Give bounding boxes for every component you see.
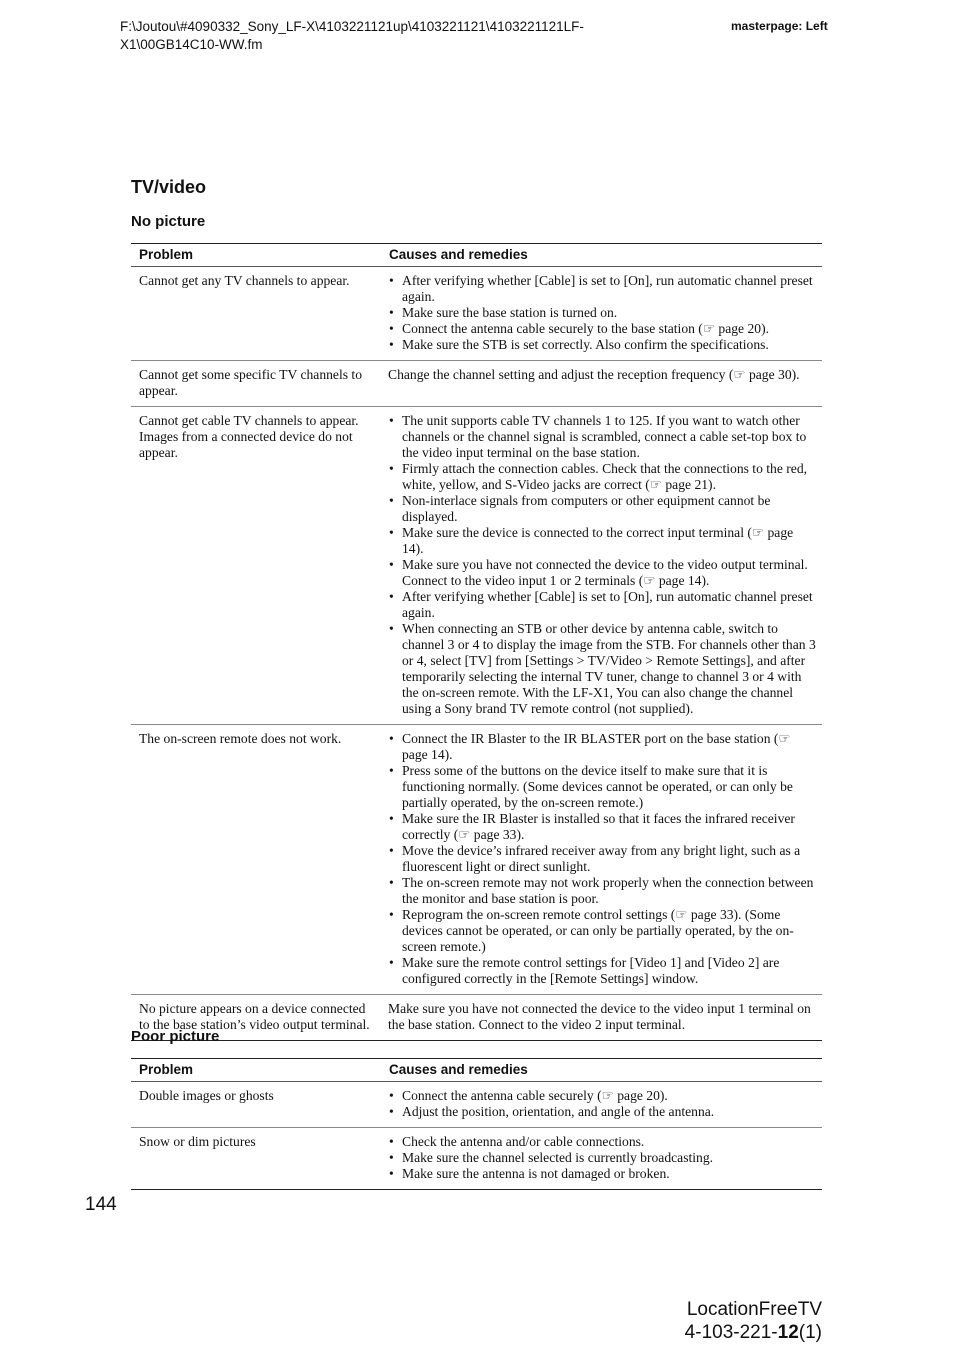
problem-cell: Double images or ghosts bbox=[131, 1082, 381, 1128]
problem-cell: Cannot get cable TV channels to appear. Images from a connected device do not appear. bbox=[131, 407, 381, 725]
remedy-item: • Connect the IR Blaster to the IR BLASTER port on the base station (☞ page 14). bbox=[388, 731, 816, 763]
table-row bbox=[131, 725, 822, 995]
table-row bbox=[131, 361, 822, 407]
remedy-item: • The unit supports cable TV channels 1 to 125. If you want to watch other channels or the channel signal is scrambled, connect a cable set-top box to the video input terminal on the base station. bbox=[388, 413, 816, 461]
remedies-list bbox=[388, 1134, 816, 1182]
problem-cell: Cannot get any TV channels to appear. bbox=[131, 267, 381, 361]
remedies-cell bbox=[381, 407, 822, 725]
part-number bbox=[685, 1321, 822, 1344]
table-row bbox=[131, 407, 822, 725]
remedy-item: • Make sure you have not connected the device to the video output terminal. Connect to the video input 1 or 2 terminals (☞ page 14). bbox=[388, 557, 816, 589]
remedy-item: • Move the device’s infrared receiver away from any bright light, such as a fluorescent light or direct sunlight. bbox=[388, 843, 816, 875]
remedies-cell: Make sure you have not connected the device to the video input 1 terminal on the base station. Connect to the video 2 input terminal. bbox=[381, 995, 822, 1041]
problem-cell: The on-screen remote does not work. bbox=[131, 725, 381, 995]
remedy-item: • After verifying whether [Cable] is set to [On], run automatic channel preset again. bbox=[388, 273, 816, 305]
remedy-item: • Connect the antenna cable securely to the base station (☞ page 20). bbox=[388, 321, 816, 337]
table-header-row bbox=[131, 244, 822, 267]
remedy-item: • Check the antenna and/or cable connections. bbox=[388, 1134, 816, 1150]
product-name: LocationFreeTV bbox=[686, 1299, 822, 1320]
remedies-list bbox=[388, 731, 816, 987]
problem-cell: No picture appears on a device connected to the base station’s video output terminal. bbox=[131, 995, 381, 1041]
remedy-item: • Adjust the position, orientation, and angle of the antenna. bbox=[388, 1104, 816, 1120]
column-header-remedies: Causes and remedies bbox=[381, 1059, 822, 1082]
remedy-item: • Make sure the IR Blaster is installed so that it faces the infrared receiver correctly (☞ page 33). bbox=[388, 811, 816, 843]
remedy-item: • Make sure the channel selected is currently broadcasting. bbox=[388, 1150, 816, 1166]
remedies-cell bbox=[381, 1082, 822, 1128]
column-header-problem: Problem bbox=[131, 1059, 381, 1082]
poor-picture-heading: Poor picture bbox=[131, 1028, 220, 1045]
product-code bbox=[685, 1298, 822, 1344]
remedy-item: • Make sure the device is connected to the correct input terminal (☞ page 14). bbox=[388, 525, 816, 557]
remedy-item: • When connecting an STB or other device by antenna cable, switch to channel 3 or 4 to display the image from the STB. For channels other than 3 or 4, select [TV] from [Settings > TV/Video > Remote Settings], and after temporarily selecting the internal TV tuner, change to channel 3 or 4 with the on-screen remote. With the LF-X1, You can also change the channel using a Sony brand TV remote control (not supplied). bbox=[388, 621, 816, 717]
poor-picture-table bbox=[131, 1058, 822, 1190]
remedy-item: • Make sure the remote control settings for [Video 1] and [Video 2] are configured correctly in the [Remote Settings] window. bbox=[388, 955, 816, 987]
table-row bbox=[131, 1082, 822, 1128]
problem-cell: Snow or dim pictures bbox=[131, 1128, 381, 1190]
remedies-cell bbox=[381, 1128, 822, 1190]
problem-cell: Cannot get some specific TV channels to appear. bbox=[131, 361, 381, 407]
column-header-problem: Problem bbox=[131, 244, 381, 267]
column-header-remedies: Causes and remedies bbox=[381, 244, 822, 267]
remedy-item: • Make sure the STB is set correctly. Also confirm the specifications. bbox=[388, 337, 816, 353]
remedy-item: • Press some of the buttons on the device itself to make sure that it is functioning normally. (Some devices cannot be operated, or can only be partially operated, by the on-screen remote.) bbox=[388, 763, 816, 811]
table-row bbox=[131, 995, 822, 1041]
remedy-item: • The on-screen remote may not work properly when the connection between the monitor and base station is poor. bbox=[388, 875, 816, 907]
file-path: F:\Joutou\#4090332_Sony_LF-X\4103221121up\4103221121\4103221121LF-X1\00GB14C10-WW.fm bbox=[120, 19, 584, 52]
remedy-item: • Make sure the base station is turned on. bbox=[388, 305, 816, 321]
table-header-row bbox=[131, 1059, 822, 1082]
part-number-suffix: (1) bbox=[798, 1322, 822, 1343]
section-title: TV/video bbox=[131, 177, 207, 197]
remedy-item: • Make sure the antenna is not damaged or broken. bbox=[388, 1166, 816, 1182]
remedies-list bbox=[388, 413, 816, 717]
no-picture-table bbox=[131, 243, 822, 1041]
remedies-cell bbox=[381, 267, 822, 361]
table-row bbox=[131, 1128, 822, 1190]
remedy-item: • Non-interlace signals from computers or other equipment cannot be displayed. bbox=[388, 493, 816, 525]
remedies-list bbox=[388, 1088, 816, 1120]
table-row bbox=[131, 267, 822, 361]
remedy-item: • Firmly attach the connection cables. Check that the connections to the red, white, yellow, and S-Video jacks are correct (☞ page 21). bbox=[388, 461, 816, 493]
remedy-item: • Reprogram the on-screen remote control settings (☞ page 33). (Some devices cannot be operated, or can only be partially operated, by the on-screen remote.) bbox=[388, 907, 816, 955]
masterpage-label: masterpage: Left bbox=[731, 19, 828, 33]
remedy-item: • After verifying whether [Cable] is set to [On], run automatic channel preset again. bbox=[388, 589, 816, 621]
remedies-cell bbox=[381, 725, 822, 995]
remedy-item: • Connect the antenna cable securely (☞ page 20). bbox=[388, 1088, 816, 1104]
remedies-list bbox=[388, 273, 816, 353]
remedies-cell: Change the channel setting and adjust the reception frequency (☞ page 30). bbox=[381, 361, 822, 407]
page-number: 144 bbox=[85, 1194, 117, 1215]
no-picture-heading: No picture bbox=[131, 213, 206, 230]
part-number-bold: 12 bbox=[777, 1322, 799, 1343]
part-number-prefix: 4-103-221- bbox=[684, 1322, 778, 1343]
